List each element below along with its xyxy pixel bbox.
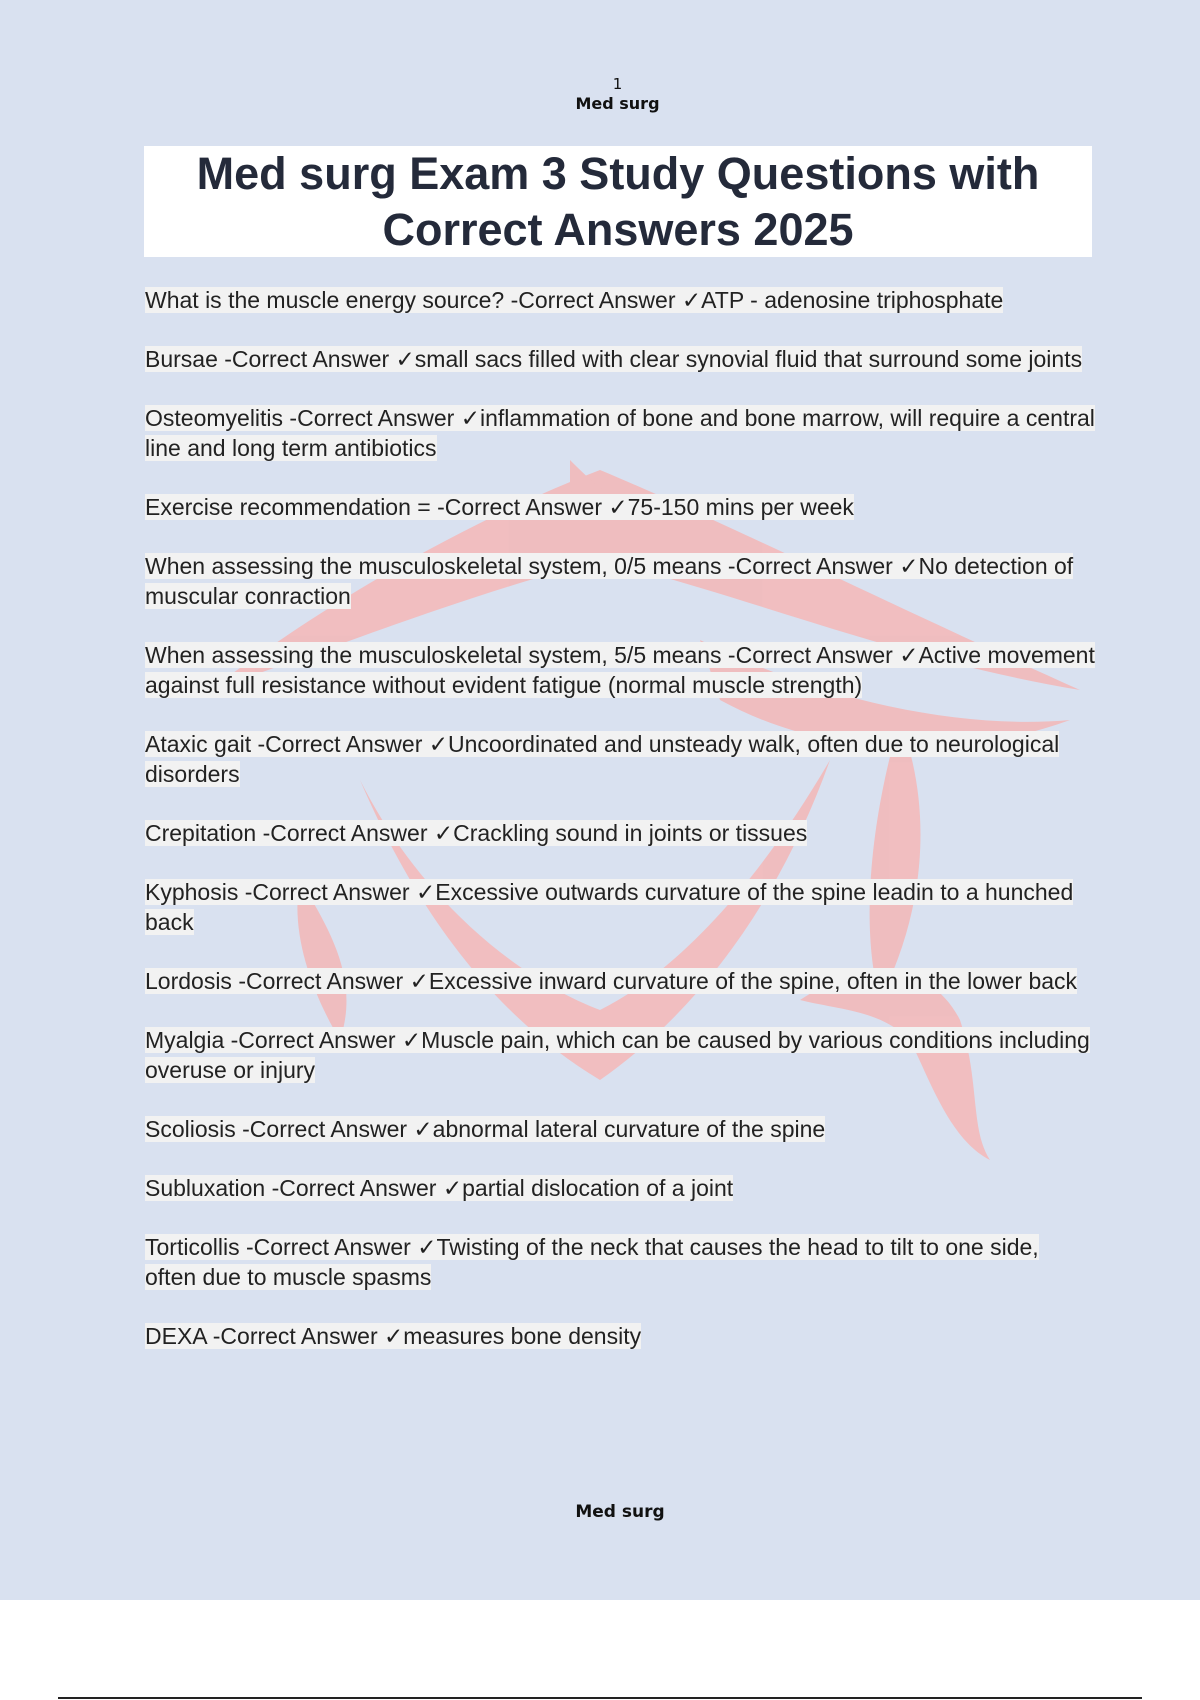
qa-item xyxy=(145,1114,1095,1144)
qa-text: Ataxic gait -Correct Answer ✓Uncoordinated and unsteady walk, often due to neurological disorders xyxy=(145,731,1060,787)
header-text: Med surg xyxy=(575,94,660,113)
qa-item xyxy=(145,551,1095,611)
qa-text: What is the muscle energy source? -Correct Answer ✓ATP - adenosine triphosphate xyxy=(145,287,1004,313)
qa-item xyxy=(145,818,1095,848)
qa-item xyxy=(145,1025,1095,1085)
qa-item xyxy=(145,877,1095,937)
qa-text: Torticollis -Correct Answer ✓Twisting of the neck that causes the head to tilt to one side, often due to muscle spasms xyxy=(145,1234,1039,1290)
qa-text: Myalgia -Correct Answer ✓Muscle pain, which can be caused by various conditions including overuse or injury xyxy=(145,1027,1090,1083)
qa-text: Subluxation -Correct Answer ✓partial dislocation of a joint xyxy=(145,1175,734,1201)
qa-item xyxy=(145,966,1095,996)
qa-item xyxy=(145,492,1095,522)
title-box xyxy=(144,146,1092,257)
qa-item xyxy=(145,1232,1095,1292)
qa-item xyxy=(145,729,1095,789)
qa-item xyxy=(145,1321,1095,1351)
bottom-divider xyxy=(58,1697,1142,1699)
qa-item xyxy=(145,285,1095,315)
qa-item xyxy=(145,344,1095,374)
qa-list xyxy=(145,285,1095,1380)
qa-item xyxy=(145,403,1095,463)
qa-text: Kyphosis -Correct Answer ✓Excessive outwards curvature of the spine leadin to a hunched back xyxy=(145,879,1074,935)
qa-text: When assessing the musculoskeletal system, 0/5 means -Correct Answer ✓No detection of muscular conraction xyxy=(145,553,1074,609)
qa-text: DEXA -Correct Answer ✓measures bone density xyxy=(145,1323,642,1349)
qa-text: Scoliosis -Correct Answer ✓abnormal lateral curvature of the spine xyxy=(145,1116,826,1142)
page-number: 1 xyxy=(612,75,623,93)
qa-text: Lordosis -Correct Answer ✓Excessive inward curvature of the spine, often in the lower back xyxy=(145,968,1078,994)
qa-item xyxy=(145,640,1095,700)
qa-text: Osteomyelitis -Correct Answer ✓inflammation of bone and bone marrow, will require a central line and long term antibiotics xyxy=(145,405,1095,461)
qa-text: When assessing the musculoskeletal system, 5/5 means -Correct Answer ✓Active movement against full resistance without evident fatigue (normal muscle strength) xyxy=(145,642,1095,698)
page-footer: Med surg xyxy=(575,1502,665,1522)
qa-item xyxy=(145,1173,1095,1203)
qa-text: Crepitation -Correct Answer ✓Crackling sound in joints or tissues xyxy=(145,820,808,846)
document-title: Med surg Exam 3 Study Questions with Correct Answers 2025 xyxy=(196,147,1040,255)
qa-text: Bursae -Correct Answer ✓small sacs filled with clear synovial fluid that surround some joints xyxy=(145,346,1083,372)
page-header xyxy=(0,74,1200,114)
qa-text: Exercise recommendation = -Correct Answer ✓75-150 mins per week xyxy=(145,494,854,520)
